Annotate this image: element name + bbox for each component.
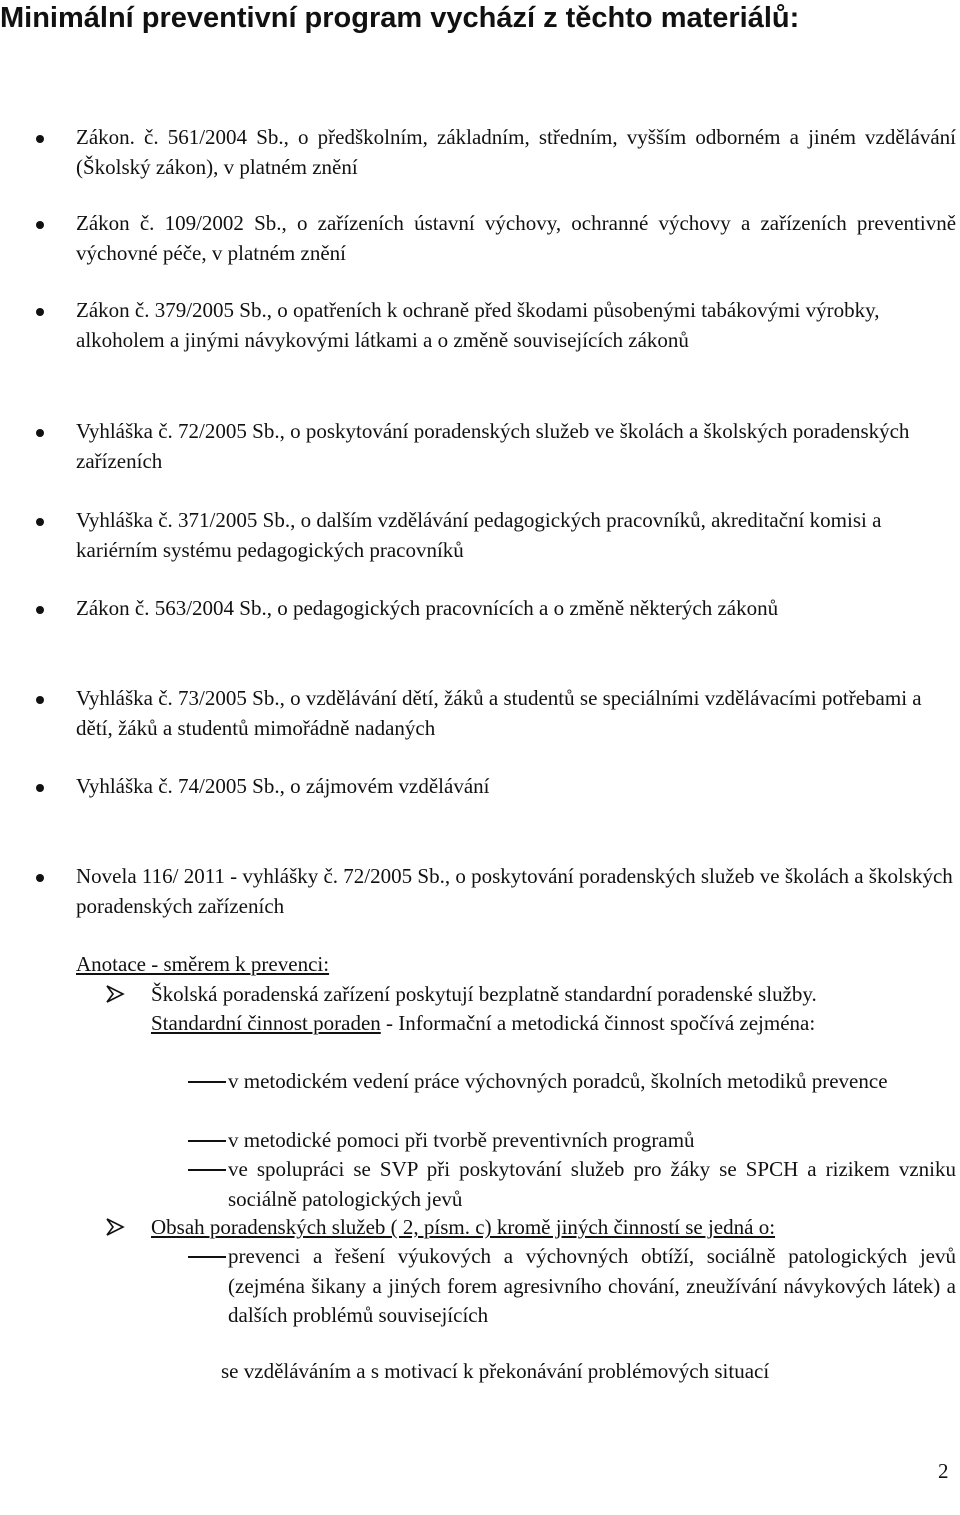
law-description-emphasis: , o zařízeních ústavní výchovy, ochranné výchovy a zařízeních preventivně výchovné péče, (76, 211, 957, 265)
arrowhead-bullet-icon (105, 985, 125, 1003)
dash-bullet-icon (188, 1256, 226, 1258)
bullet-icon (36, 874, 44, 882)
bullet-icon (36, 429, 44, 437)
law-entry (76, 772, 956, 802)
law-entry (76, 862, 956, 921)
standard-activity-label: Standardní činnost poraden (151, 1011, 381, 1035)
law-description: , o dalším vzdělávání pedagogických pracovníků, akreditační komisi a kariérním systému pedagogických pracovníků (76, 508, 882, 562)
law-description: v platném znění (206, 240, 346, 265)
annotation-item-text: Školská poradenská zařízení poskytují bezplatně standardní poradenské služby. (151, 982, 817, 1006)
dash-item-text: v metodické pomoci při tvorbě preventivních programů (228, 1128, 695, 1152)
bullet-icon (36, 606, 44, 614)
law-entry (76, 594, 956, 624)
standard-activity-paragraph (151, 1009, 956, 1039)
law-reference: Zákon č. 379/2005 Sb. (76, 298, 267, 322)
law-entry (76, 506, 956, 565)
law-description: , o předškolním, základním, středním, vyšším odborném a jiném vzdělávání (Školský zákon), v platném znění (76, 125, 956, 179)
bullet-icon (36, 221, 44, 229)
dash-bullet-icon (188, 1081, 226, 1083)
law-reference: Novela 116/ 2011 - vyhlášky č. 72/2005 Sb. (76, 864, 445, 888)
dash-item-text: prevenci a řešení výukových a výchovných obtíží, sociálně patologických jevů (zejména šikany a jiných forem agresivního chování, zneužívání návykových látek) a dalších problémů souvisejících (228, 1244, 956, 1327)
law-reference: Vyhláška č. 74/2005 Sb. (76, 774, 280, 798)
dash-bullet-icon (188, 1169, 226, 1171)
bullet-icon (36, 135, 44, 143)
bullet-icon (36, 696, 44, 704)
law-description: , o vzdělávání dětí, žáků a studentů se speciálními vzdělávacími potřebami a dětí, žáků a studentů mimořádně nadaných (76, 686, 922, 740)
standard-activity-text: - Informační a metodická činnost spočívá zejména: (380, 1011, 816, 1035)
law-entry (76, 123, 956, 182)
bullet-icon (36, 518, 44, 526)
dash-bullet-icon (188, 1140, 226, 1142)
law-reference: Zákon č. 109/2002 Sb. (76, 211, 282, 235)
law-description: , o poskytování poradenských služeb ve školách a školských poradenských zařízeních (76, 419, 910, 473)
bullet-icon (36, 784, 44, 792)
annotation-heading: Anotace - směrem k prevenci: (76, 952, 330, 976)
law-reference: Zákon. č. 561/2004 Sb. (76, 125, 284, 149)
page-title: Minimální preventivní program vychází z těchto materiálů: (0, 2, 800, 34)
law-reference: Vyhláška č. 371/2005 Sb. (76, 508, 291, 532)
dash-item-text: ve spolupráci se SVP při poskytování služeb pro žáky se SPCH a rizikem vzniku sociálně patologických jevů (228, 1157, 956, 1211)
closing-line: se vzděláváním a s motivací k překonávání problémových situací (221, 1359, 770, 1383)
law-entry (76, 296, 956, 355)
law-entry (76, 417, 956, 476)
dash-item-text: v metodickém vedení práce výchovných poradců, školních metodiků prevence (228, 1069, 888, 1093)
law-reference: Vyhláška č. 73/2005 Sb. (76, 686, 280, 710)
law-reference: Vyhláška č. 72/2005 Sb. (76, 419, 280, 443)
law-reference: Zákon č. 563/2004 Sb. (76, 596, 267, 620)
law-description: , o opatřeních k ochraně před škodami působenými tabákovými výrobky, alkoholem a jinými návykovými látkami a o změně souvisejících zákonů (76, 298, 880, 352)
law-entry (76, 684, 956, 743)
arrowhead-bullet-icon (105, 1218, 125, 1236)
law-description: , o zájmovém vzdělávání (279, 774, 490, 798)
bullet-icon (36, 308, 44, 316)
law-description: , o poskytování poradenských služeb ve školách a školských poradenských zařízeních (76, 864, 953, 918)
law-description: , o pedagogických pracovnících a o změně některých zákonů (266, 596, 779, 620)
annotation-item-text: Obsah poradenských služeb ( 2, písm. c) kromě jiných činností se jedná o: (151, 1215, 776, 1239)
page-number: 2 (938, 1459, 949, 1483)
law-entry (76, 209, 956, 268)
